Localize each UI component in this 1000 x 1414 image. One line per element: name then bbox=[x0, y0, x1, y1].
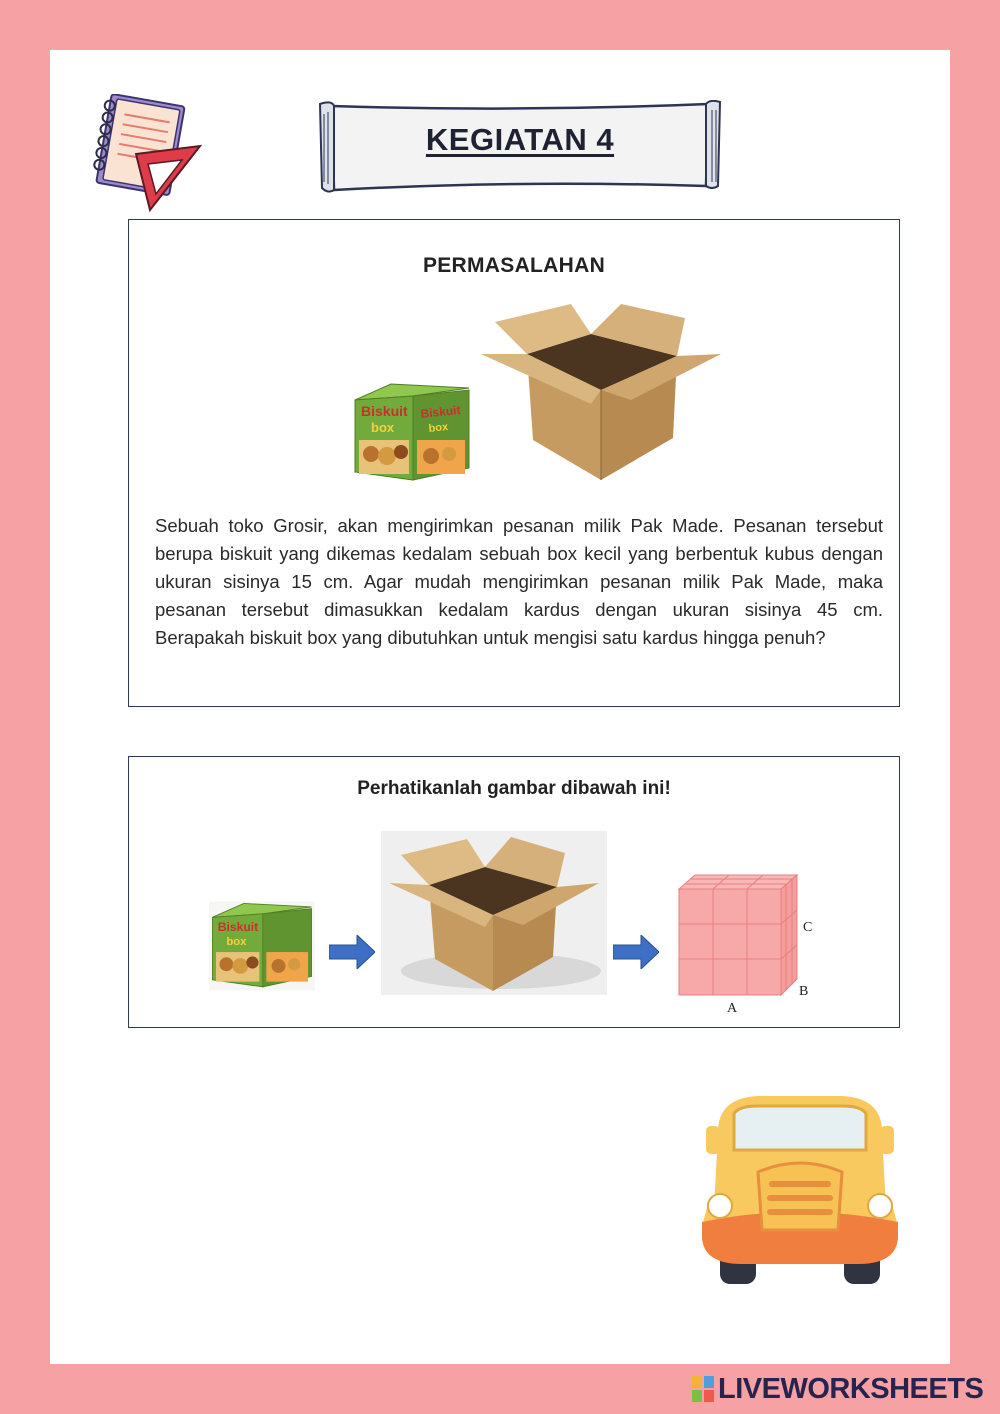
biscuit-brand-text-side: Biskuit bbox=[419, 402, 462, 421]
problem-panel bbox=[128, 219, 900, 707]
biscuit-box-image bbox=[351, 382, 473, 484]
problem-heading: PERMASALAHAN bbox=[422, 254, 606, 277]
cube-label-c: C bbox=[803, 920, 813, 935]
biscuit-brand-text: Biskuit bbox=[361, 403, 408, 419]
brand-text: LIVEWORKSHEETS bbox=[718, 1372, 984, 1405]
biscuit-box-image-small bbox=[209, 897, 315, 995]
liveworksheets-logo-icon bbox=[692, 1376, 714, 1402]
cardboard-box-image-large bbox=[381, 831, 607, 995]
liveworksheets-brand[interactable] bbox=[692, 1372, 983, 1406]
biscuit-brand-subtext-small: box bbox=[226, 936, 247, 949]
unit-cube-diagram bbox=[669, 867, 819, 1013]
blue-arrow-icon bbox=[329, 935, 375, 969]
problem-text: Sebuah toko Grosir, akan mengirimkan pesanan milik Pak Made. Pesanan tersebut berupa biskuit yang dikemas kedalam sebuah box kecil yang berbentuk kubus dengan ukuran sisinya 15 cm. Agar mudah mengirimkan pesanan milik Pak Made, maka pesanan tersebut dimasukkan kedalam kardus dengan ukuran sisinya 45 cm. Berapakah biskuit box yang dibutuhkan untuk mengisi satu kardus hingga penuh? bbox=[155, 515, 883, 648]
cardboard-box-image bbox=[481, 304, 723, 482]
notebook-ruler-icon bbox=[80, 94, 204, 212]
blue-arrow-icon bbox=[613, 935, 659, 969]
worksheet-page bbox=[50, 50, 950, 1364]
cube-label-b: B bbox=[799, 984, 809, 999]
cube-label-a: A bbox=[727, 1001, 738, 1013]
biscuit-brand-subtext: box bbox=[371, 420, 395, 435]
biscuit-brand-subtext-side: box bbox=[428, 421, 449, 435]
observe-panel bbox=[128, 756, 900, 1028]
truck-icon bbox=[698, 1092, 902, 1288]
observe-heading: Perhatikanlah gambar dibawah ini! bbox=[357, 778, 671, 799]
biscuit-brand-text-small: Biskuit bbox=[217, 920, 259, 935]
page-title: KEGIATAN 4 bbox=[425, 122, 615, 157]
